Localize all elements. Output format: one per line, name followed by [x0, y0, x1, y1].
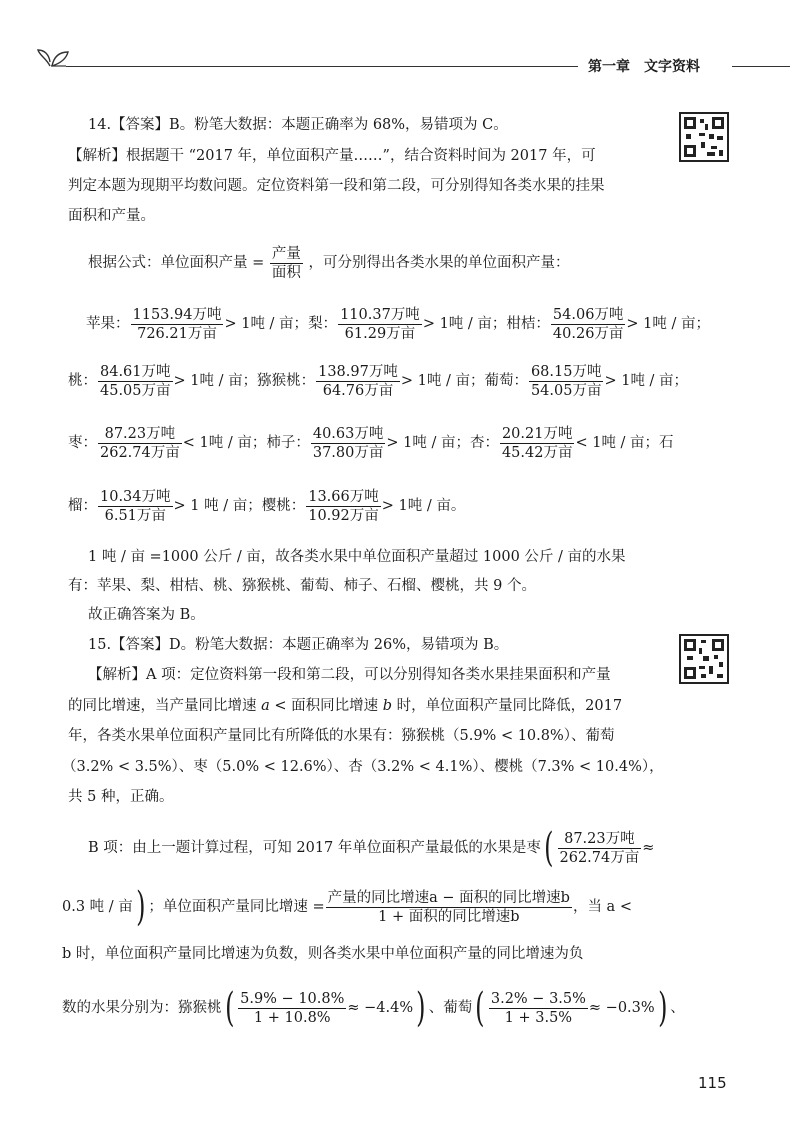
fraction-denominator: 45.05万亩 [100, 382, 171, 399]
fraction-numerator: 5.9% − 10.8% [240, 990, 345, 1007]
text-span: ；单位面积产量同比增速 = [148, 899, 325, 915]
fruit-name: 柑桔： [506, 316, 550, 332]
fraction-denominator: 37.80万亩 [312, 444, 384, 461]
fraction-numerator: 110.37万吨 [340, 306, 420, 323]
q14-analysis-line: 面积和产量。 [68, 208, 155, 224]
q15-analysis-line: 年，各类水果单位面积产量同比有所降低的水果有：猕猴桃（5.9% < 10.8%）、葡萄 [68, 728, 615, 744]
fraction-denominator: 64.76万亩 [322, 382, 394, 399]
fruit-compare: < 1吨 / 亩； [182, 435, 267, 451]
text-span: < 面积同比增速 [269, 698, 383, 714]
right-paren: ) [657, 985, 668, 1031]
fruit-compare: > 1吨 / 亩； [604, 373, 689, 389]
fruit-compare: > 1吨 / 亩； [422, 316, 507, 332]
fruit-compare: > 1吨 / 亩； [386, 435, 470, 451]
fraction-numerator: 13.66万吨 [308, 488, 379, 505]
q14-conclusion-line: 有：苹果、梨、柑桔、桃、猕猴桃、葡萄、柿子、石榴、樱桃，共 9 个。 [68, 578, 536, 594]
q15-answer-line: 15.【答案】D。粉笔大数据：本题正确率为 26%，易错项为 B。 [88, 637, 509, 653]
q15-b-line [88, 825, 655, 871]
page-number: 115 [698, 1074, 727, 1092]
text-span: ，当 a < [572, 899, 632, 915]
fruit-name: 榴： [68, 498, 97, 514]
date-fraction [558, 830, 642, 867]
grape-value: ≈ −0.3% [588, 1000, 655, 1016]
fruit-compare: > 1吨 / 亩； [224, 316, 309, 332]
q15-b-line [62, 884, 632, 930]
fruit-row [68, 362, 688, 400]
formula-line [88, 244, 569, 282]
fruit-compare: > 1 吨 / 亩； [173, 498, 262, 514]
text-span: 的同比增速，当产量同比增速 [68, 698, 262, 714]
q14-analysis-line: 判定本题为现期平均数问题。定位资料第一段和第二段，可分别得知各类水果的挂果 [68, 178, 605, 194]
fraction-denominator: 45.42万亩 [501, 444, 573, 461]
qr-code-icon[interactable] [679, 634, 729, 684]
fruit-fraction [98, 488, 173, 525]
fruit-compare: < 1吨 / 亩；石 [575, 435, 674, 451]
growth-formula-fraction [326, 889, 572, 926]
q15-analysis-line: 共 5 种，正确。 [68, 789, 174, 805]
fraction-denominator: 726.21万亩 [137, 325, 217, 342]
fraction-numerator: 54.06万吨 [552, 306, 624, 323]
left-paren: ( [224, 985, 234, 1031]
fruit-name: 樱桃： [261, 498, 306, 514]
fruit-name: 杏： [469, 435, 499, 451]
header-rule [66, 66, 578, 67]
q15-analysis-line: 【解析】A 项：定位资料第一段和第二段，可以分别得知各类水果挂果面积和产量 [88, 667, 611, 683]
var-a: a [261, 698, 270, 714]
fruit-row [68, 424, 674, 462]
fraction-numerator: 10.34万吨 [100, 488, 171, 505]
fraction-denominator: 1 + 10.8% [253, 1009, 331, 1026]
fruit-fraction [98, 425, 182, 462]
fruit-fraction [316, 363, 400, 400]
fruit-name: 猕猴桃： [257, 373, 316, 389]
fruit-fraction [131, 306, 224, 343]
fraction-numerator: 87.23万吨 [558, 830, 642, 849]
q14-analysis-line: 【解析】根据题干 “2017 年，单位面积产量……”，结合资料时间为 2017 年，可 [68, 148, 596, 164]
right-paren: ) [416, 985, 426, 1031]
fraction-numerator: 3.2% − 3.5% [490, 990, 586, 1007]
var-b: b [382, 698, 393, 714]
fraction-denominator: 10.92万亩 [308, 507, 379, 524]
kiwi-value: ≈ −4.4% [347, 1000, 414, 1016]
left-paren: ( [544, 825, 554, 871]
text-span: 、 [670, 1000, 685, 1016]
q15-b-line: b 时，单位面积产量同比增速为负数，则各类水果中单位面积产量的同比增速为负 [62, 946, 584, 962]
grape-fraction [489, 990, 588, 1027]
fraction-numerator: 87.23万吨 [98, 425, 182, 444]
fruit-compare: > 1吨 / 亩； [626, 316, 711, 332]
fruit-fraction [98, 363, 173, 400]
fraction-denominator: 1 + 面积的同比增速b [378, 908, 520, 925]
kiwi-fraction [238, 990, 346, 1027]
q15-analysis-line [68, 696, 622, 716]
right-paren: ) [135, 884, 146, 930]
fraction-numerator: 20.21万吨 [501, 425, 573, 442]
fruit-name: 桃： [68, 373, 97, 389]
text-span: 、葡萄 [428, 1000, 473, 1016]
fraction-denominator: 面积 [271, 264, 301, 281]
fraction-denominator: 262.74万亩 [559, 849, 640, 866]
text-span: 时，单位面积产量同比降低，2017 [392, 698, 623, 714]
fraction-numerator: 产量 [271, 245, 301, 262]
fruit-compare: > 1吨 / 亩； [400, 373, 485, 389]
fraction-denominator: 1 + 3.5% [504, 1009, 573, 1026]
q14-answer-line: 14.【答案】B。粉笔大数据：本题正确率为 68%，易错项为 C。 [88, 117, 508, 133]
left-paren: ( [475, 985, 485, 1031]
q15-b-line [62, 985, 685, 1031]
fruit-fraction [500, 425, 575, 462]
fraction-numerator: 1153.94万吨 [132, 306, 222, 323]
text-span: B 项：由上一题计算过程，可知 2017 年单位面积产量最低的水果是枣 [88, 840, 541, 856]
fraction-numerator: 40.63万吨 [312, 425, 384, 442]
q14-conclusion-line: 1 吨 / 亩 =1000 公斤 / 亩，故各类水果中单位面积产量超过 1000 公斤 / 亩的水果 [88, 549, 626, 565]
fraction-denominator: 6.51万亩 [104, 507, 166, 524]
fraction-denominator: 54.05万亩 [530, 382, 602, 399]
approx-sign: ≈ [642, 840, 655, 856]
fruit-row [68, 487, 465, 525]
text-span: 0.3 吨 / 亩 [62, 899, 133, 915]
fruit-fraction [529, 363, 604, 400]
fraction-denominator: 40.26万亩 [552, 325, 624, 342]
fruit-fraction [551, 306, 626, 343]
q14-final-answer: 故正确答案为 B。 [88, 607, 205, 623]
q15-analysis-line: （3.2% < 3.5%）、枣（5.0% < 12.6%）、杏（3.2% < 4.1%）、樱桃（7.3% < 10.4%）， [62, 759, 664, 775]
fruit-fraction [338, 306, 422, 343]
formula-suffix: ，可分别得出各类水果的单位面积产量： [308, 255, 570, 271]
fraction-numerator: 68.15万吨 [530, 363, 602, 380]
fruit-compare: > 1吨 / 亩。 [381, 498, 466, 514]
fruit-name: 苹果： [86, 316, 130, 332]
fruit-name: 柿子： [266, 435, 310, 451]
fruit-name: 梨： [308, 316, 338, 332]
fraction-denominator: 61.29万亩 [344, 325, 416, 342]
fraction-numerator: 产量的同比增速a − 面积的同比增速b [327, 889, 570, 906]
qr-code-icon[interactable] [679, 112, 729, 162]
fraction-numerator: 84.61万吨 [100, 363, 171, 380]
fruit-fraction [311, 425, 386, 462]
fruit-row [86, 305, 710, 343]
fruit-compare: > 1吨 / 亩； [173, 373, 258, 389]
chapter-title: 第一章 文字资料 [588, 59, 700, 75]
fruit-name: 枣： [68, 435, 97, 451]
fruit-name: 葡萄： [484, 373, 528, 389]
fruit-fraction [306, 488, 381, 525]
fraction-numerator: 138.97万吨 [318, 363, 398, 380]
fraction-denominator: 262.74万亩 [100, 444, 180, 461]
formula-prefix: 根据公式：单位面积产量 = [88, 255, 265, 271]
text-span: 数的水果分别为：猕猴桃 [62, 1000, 222, 1016]
formula-fraction [270, 245, 303, 282]
header-rule-right [732, 66, 790, 67]
